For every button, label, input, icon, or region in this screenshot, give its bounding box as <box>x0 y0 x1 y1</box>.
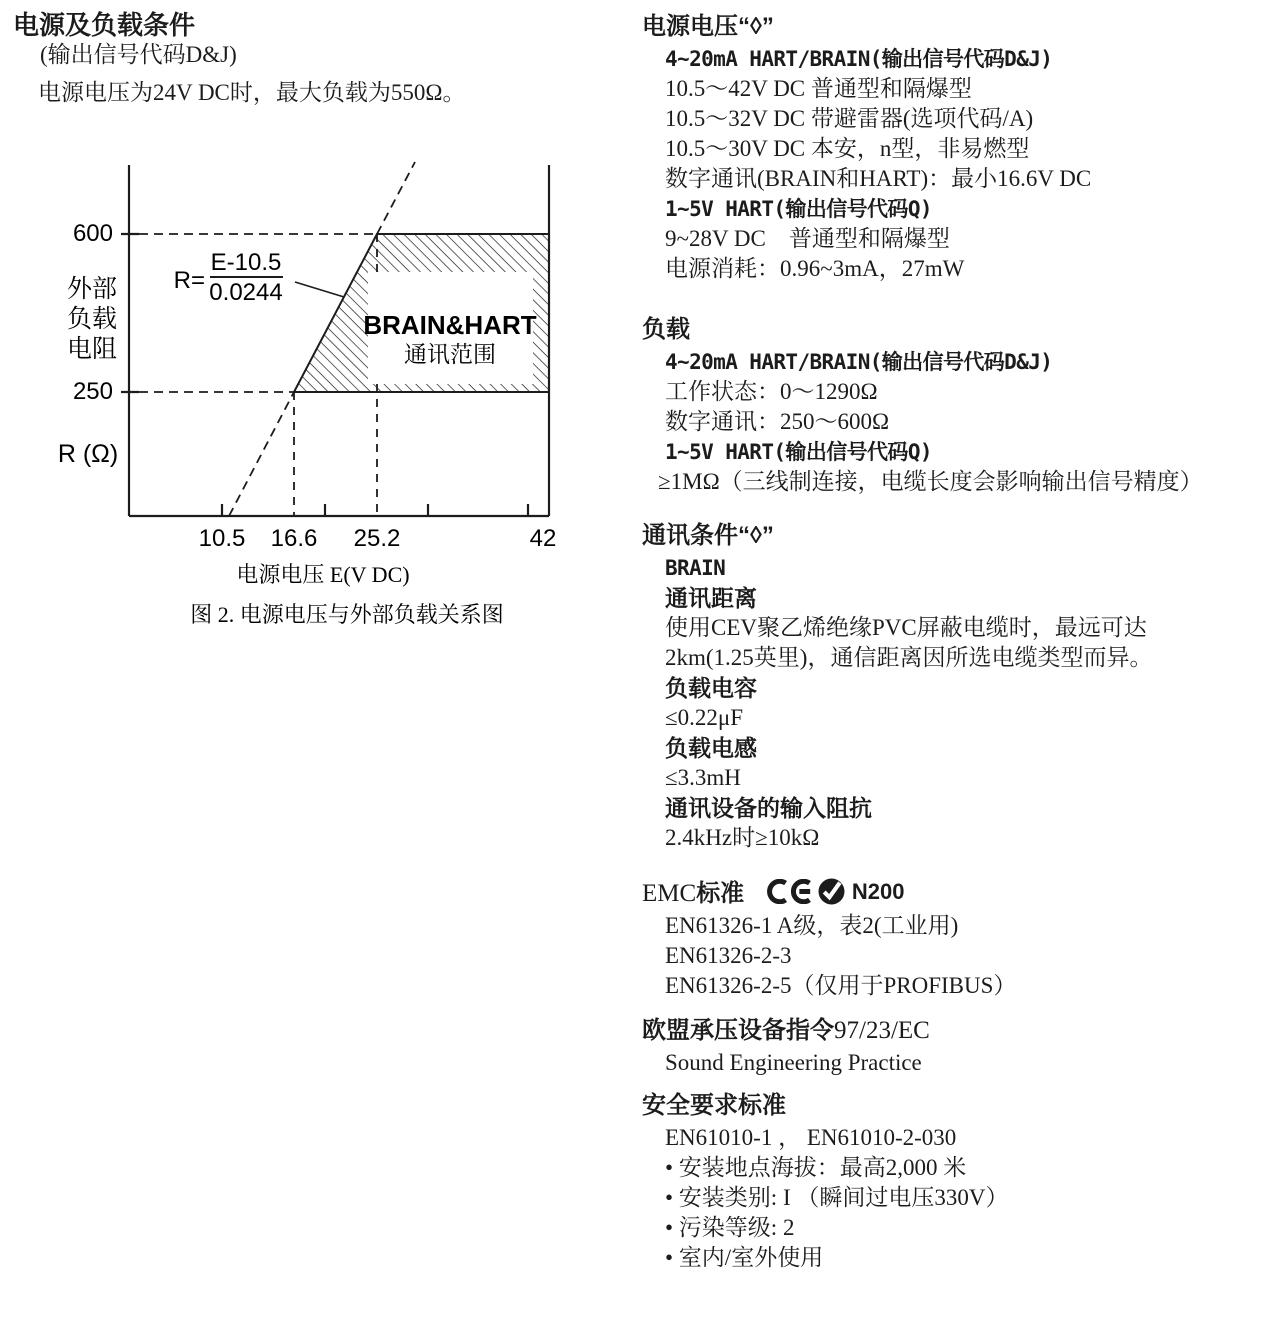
x-axis-title: 电源电压 E(V DC) <box>236 562 410 587</box>
spec-line: 工作状态：0～1290Ω <box>665 379 878 404</box>
spec-line: 4~20mA HART/BRAIN(输出信号代码D&J) <box>665 350 1053 374</box>
spec-line: 数字通讯：250～600Ω <box>665 409 890 434</box>
spec-line: 10.5～42V DC 普通型和隔爆型 <box>665 76 972 101</box>
formula-lhs: R= <box>173 267 205 294</box>
spec-subheading: 通讯距离 <box>665 585 757 611</box>
y-axis-unit: R (Ω) <box>57 440 119 468</box>
spec-line-bullet: • 安装类别: I （瞬间过电压330V） <box>665 1185 1009 1210</box>
spec-line: ≤3.3mH <box>665 765 741 790</box>
figure-2-chart <box>0 148 620 668</box>
spec-subheading: 通讯设备的输入阻抗 <box>665 795 872 821</box>
heading-emc-cn: 标准 <box>696 880 745 907</box>
right-column <box>642 0 1263 1273</box>
x-tick-16-6: 16.6 <box>270 525 318 552</box>
spec-line: 1~5V HART(输出信号代码Q) <box>665 197 932 221</box>
spec-line: 2.4kHz时≥10kΩ <box>665 825 820 850</box>
c-tick-icon <box>818 878 845 905</box>
spec-subheading: 负载电感 <box>665 735 757 761</box>
ce-mark-icon <box>765 879 811 904</box>
emc-badges <box>765 878 905 905</box>
spec-line-bullet: • 安装地点海拔：最高2,000 米 <box>665 1155 967 1180</box>
figure-caption: 图 2. 电源电压与外部负载关系图 <box>190 602 504 627</box>
y-tick-600: 600 <box>72 220 113 247</box>
x-tick-25-2: 25.2 <box>353 525 401 552</box>
section-note: 电源电压为24V DC时，最大负载为550Ω。 <box>38 80 466 105</box>
spec-line: Sound Engineering Practice <box>665 1050 922 1075</box>
spec-line: 2km(1.25英里)，通信距离因所选电缆类型而异。 <box>665 645 1153 670</box>
x-tick-42: 42 <box>529 525 557 552</box>
spec-line: ≤0.22μF <box>665 705 743 730</box>
region-label-line1: BRAIN&HART <box>363 310 537 340</box>
section-subtitle: (输出信号代码D&J) <box>40 42 237 67</box>
spec-line: EN61326-2-5（仅用于PROFIBUS） <box>665 973 1017 998</box>
spec-line: BRAIN <box>665 556 726 580</box>
spec-line: 1~5V HART(输出信号代码Q) <box>665 440 932 464</box>
spec-line: 10.5～32V DC 带避雷器(选项代码/A) <box>665 106 1034 131</box>
y-tick-250: 250 <box>72 378 113 405</box>
spec-line: 数字通讯(BRAIN和HART)：最小16.6V DC <box>665 166 1092 191</box>
heading-power-supply-voltage: 电源电压“◊” <box>642 13 774 40</box>
heading-load: 负载 <box>642 316 690 343</box>
left-column <box>0 0 625 1324</box>
x-tick-10-5: 10.5 <box>198 525 246 552</box>
heading-emc-standard <box>642 877 1263 911</box>
spec-subheading: 负载电容 <box>665 675 757 701</box>
section-title: 电源及负载条件 <box>13 10 196 40</box>
region-label-line2: 通讯范围 <box>404 342 496 367</box>
spec-line: 9~28V DC 普通型和隔爆型 <box>665 226 950 251</box>
spec-line: EN61010-1 ， EN61010-2-030 <box>665 1125 957 1150</box>
formula-denominator: 0.0244 <box>209 279 283 306</box>
c-tick-n200-label: N200 <box>851 878 905 904</box>
formula-leader-line <box>295 282 344 297</box>
spec-line: EN61326-2-3 <box>665 943 792 968</box>
y-axis-label-1: 外部 <box>66 276 118 303</box>
spec-line: 电源消耗：0.96~3mA，27mW <box>665 256 965 281</box>
spec-line: 10.5～30V DC 本安，n型，非易燃型 <box>665 136 1030 161</box>
heading-communication-conditions: 通讯条件“◊” <box>642 522 774 549</box>
y-axis-label-2: 负载 <box>66 306 118 333</box>
spec-line-bullet: • 污染等级: 2 <box>665 1215 795 1240</box>
spec-line: EN61326-1 A级，表2(工业用) <box>665 913 959 938</box>
heading-ped-code: 97/23/EC <box>834 1017 930 1044</box>
formula-numerator: E-10.5 <box>210 249 282 276</box>
spec-line-bullet: • 室内/室外使用 <box>665 1245 824 1270</box>
spec-line: 使用CEV聚乙烯绝缘PVC屏蔽电缆时，最远可达 <box>665 615 1147 640</box>
spec-line: 4~20mA HART/BRAIN(输出信号代码D&J) <box>665 47 1053 71</box>
heading-safety-requirements: 安全要求标准 <box>642 1092 786 1119</box>
heading-ped-directive <box>642 1014 1263 1048</box>
y-axis-label-3: 电阻 <box>66 336 118 363</box>
spec-line: ≥1MΩ（三线制连接，电缆长度会影响输出信号精度） <box>658 469 1203 494</box>
heading-emc-latin: EMC <box>642 880 697 907</box>
heading-ped-cn: 欧盟承压设备指令 <box>642 1017 834 1044</box>
